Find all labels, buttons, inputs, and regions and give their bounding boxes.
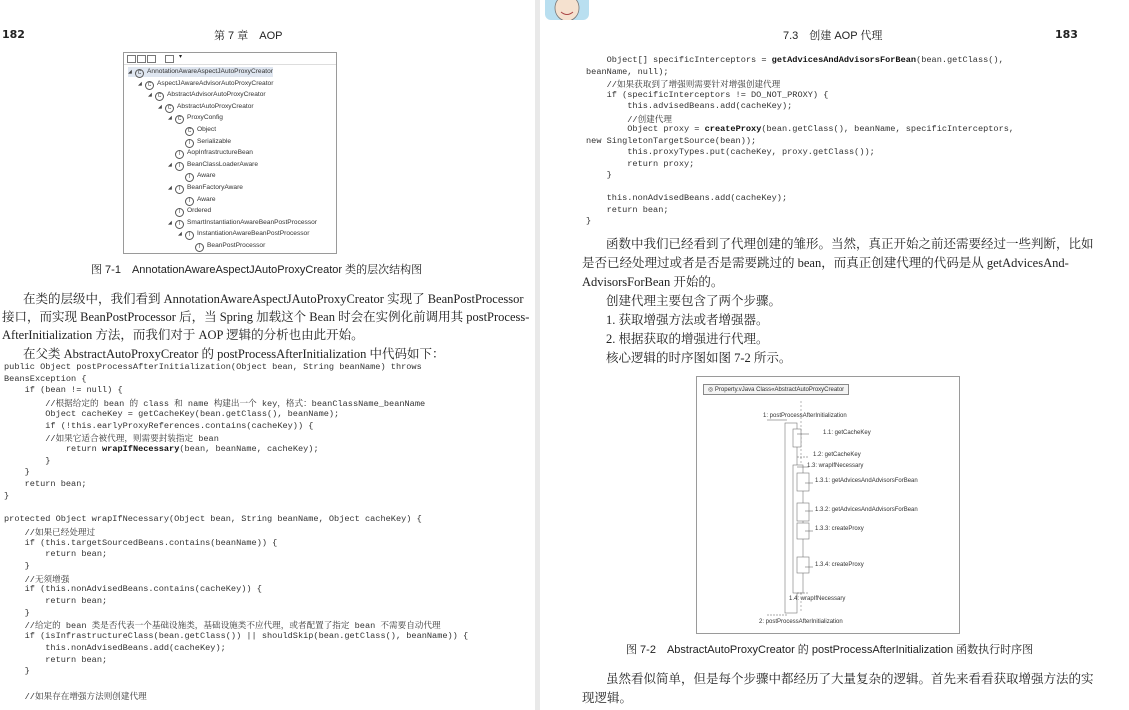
toolbar-icon [137,55,146,63]
tree-node[interactable] [168,113,223,123]
code-line: //如果存在增强方法则创建代理 [4,691,147,702]
page-number: 183 [1055,28,1078,41]
code-line: protected Object wrapIfNecessary(Object bean, String beanName, Object cacheKey) { [4,514,422,525]
collapse-arrow-icon[interactable]: ◢ [138,80,142,87]
class-icon: C [135,69,144,78]
message-label: 2: postProcessAfterInitialization [759,619,843,625]
code-line: if (specificInterceptors != DO_NOT_PROXY) { [586,89,829,100]
interface-icon: I [175,208,184,217]
interface-icon: I [175,220,184,229]
paragraph-line: AdvisorsForBean 开始的。 [582,275,724,289]
class-icon: C [165,104,174,113]
tree-node-label: Aware [197,195,216,203]
page-number: 182 [2,28,25,41]
toolbar-icon [147,55,156,63]
paragraph-line: AfterInitialization 方法，而我们对于 AOP 逻辑的分析也由此开始。 [2,328,364,342]
code-line: //如果获取到了增强则需要针对增强创建代理 [586,80,781,90]
collapse-arrow-icon[interactable]: ◢ [178,231,182,238]
tree-node-label: ProxyConfig [187,114,223,122]
code-line: if (isInfrastructureClass(bean.getClass()) || shouldSkip(bean.getClass(), beanName)) { [4,631,469,642]
figure-caption: 图 7-1 AnnotationAwareAspectJAutoProxyCreator 类的层次结构图 [91,264,423,276]
paragraph-line: 2. 根据获取的增强进行代理。 [606,332,769,346]
code-line: return wrapIfNecessary(bean, beanName, cacheKey); [4,443,319,454]
avatar [545,0,589,20]
running-head: 7.3 创建 AOP 代理 [783,30,883,42]
tree-node[interactable] [178,171,216,181]
code-line: return bean; [4,654,108,665]
tree-node[interactable] [178,125,216,135]
code-line: //根据给定的 bean 的 class 和 name 构建出一个 key，格式：beanClassName_beanName [4,399,426,410]
interface-icon: I [185,173,194,182]
code-line: Object cacheKey = getCacheKey(bean.getClass(), beanName); [4,408,340,419]
tree-node[interactable] [168,160,258,170]
interface-icon: I [175,150,184,159]
code-line: this.nonAdvisedBeans.add(cacheKey); [586,193,788,203]
figure-caption: 图 7-2 AbstractAutoProxyCreator 的 postProcessAfterInitialization 函数执行时序图 [626,644,1034,656]
dropdown-arrow-icon: ▾ [179,53,183,60]
paragraph-line: 在类的层级中，我们看到 AnnotationAwareAspectJAutoProxyCreator 实现了 BeanPostProcessor [23,292,524,306]
code-line: //给定的 bean 类是否代表一个基础设施类，基础设施类不应代理，或者配置了指定 bean 不需要自动代理 [4,621,441,632]
tree-node[interactable] [148,90,266,100]
toolbar-icon [127,55,136,63]
code-line: beanName, null); [586,66,669,77]
code-line: if (this.nonAdvisedBeans.contains(cacheKey)) { [4,584,262,595]
paragraph-line: 虽然看似简单，但是每个步骤中都经历了大量复杂的逻辑。首先来看看获取增强方法的实 [606,672,1094,686]
toolbar-icon [165,55,174,63]
tree-node-label: AnnotationAwareAspectJAutoProxyCreator [147,68,273,75]
tree-node[interactable] [168,148,253,158]
paragraph-line: 1. 获取增强方法或者增强器。 [606,313,769,327]
code-line: if (this.targetSourcedBeans.contains(beanName)) { [4,537,278,548]
interface-icon: I [175,162,184,171]
class-hierarchy-figure [123,52,337,254]
collapse-arrow-icon[interactable]: ◢ [148,92,152,99]
tree-node-label: BeanPostProcessor [207,242,266,249]
tree-node-label: Aware [197,172,216,180]
paragraph-line: 核心逻辑的时序图如图 7-2 所示。 [606,351,792,365]
code-line: } [4,607,30,618]
lifeline-header: ◎ Property.vJava Class«AbstractAutoProxyCreator [703,384,849,395]
tree-toolbar [124,53,336,65]
interface-icon: I [195,243,204,252]
collapse-arrow-icon[interactable]: ◢ [168,185,172,191]
message-label: 1.2: getCacheKey [813,452,861,458]
message-label: 1.1: getCacheKey [823,430,871,436]
paragraph-line: 创建代理主要包含了两个步骤。 [606,294,782,308]
class-icon: C [155,92,164,101]
interface-icon: I [185,139,194,148]
code-line: } [586,170,612,180]
tree-node-label: Serializable [197,137,232,145]
tree-node[interactable] [138,79,273,89]
code-line: } [4,455,51,466]
interface-icon: I [175,185,184,194]
message-label: 1.4: wrapIfNecessary [789,596,846,602]
code-line: Object[] specificInterceptors = getAdvicesAndAdvisorsForBean(bean.getClass(), [586,55,1004,65]
class-icon: C [185,127,194,136]
paragraph-line: 在父类 AbstractAutoProxyCreator 的 postProcessAfterInitialization 中代码如下： [23,347,445,361]
tree-node[interactable] [168,183,243,193]
avatar-face-icon [545,0,589,20]
collapse-arrow-icon[interactable]: ◢ [168,219,172,226]
code-line: //如果它适合被代理，则需要封装指定 bean [4,434,219,445]
paragraph-line: 函数中我们已经看到了代理创建的雏形。当然，真正开始之前还需要经过一些判断，比如 [606,237,1094,251]
code-line: } [4,666,30,677]
tree-node-label: BeanFactoryAware [187,184,243,191]
right-page [540,0,1129,710]
code-line: public Object postProcessAfterInitialization(Object bean, String beanName) throws [4,362,422,372]
tree-node-label: SmartInstantiationAwareBeanPostProcessor [187,218,317,226]
class-icon: C [145,81,154,90]
collapse-arrow-icon[interactable]: ◢ [128,69,132,75]
tree-node-label: AopInfrastructureBean [187,149,253,157]
class-icon: C [175,115,184,124]
tree-node[interactable] [178,195,216,205]
tree-node-label: AspectJAwareAdvisorAutoProxyCreator [157,79,274,87]
code-line: this.proxyTypes.put(cacheKey, proxy.getClass()); [586,147,875,157]
message-label: 1.3: wrapIfNecessary [807,463,864,469]
paragraph-line: 现逻辑。 [582,691,633,705]
code-line: } [4,467,30,478]
paragraph-line: 接口，而实现 BeanPostProcessor 后，当 Spring 加载这个 Bean 时会在实例化前调用其 postProcess- [2,310,530,324]
code-line: new SingletonTargetSource(bean)); [586,135,757,146]
message-label: 1: postProcessAfterInitialization [763,413,847,419]
code-line: return bean; [4,479,87,489]
code-line: return bean; [4,596,108,606]
code-line: Object proxy = createProxy(bean.getClass(), beanName, specificInterceptors, [586,124,1015,134]
tree-node-label: InstantiationAwareBeanPostProcessor [197,230,310,238]
tree-node[interactable] [158,102,254,112]
running-head: 第 7 章 AOP [214,30,283,42]
interface-icon: I [185,231,194,240]
code-line: } [586,216,592,226]
interface-icon: I [185,197,194,206]
message-label: 1.3.1: getAdvicesAndAdvisorsForBean [815,478,918,484]
message-label: 1.3.3: createProxy [815,526,864,532]
code-line: //创建代理 [586,114,672,125]
tree-node[interactable] [128,67,273,77]
collapse-arrow-icon[interactable]: ◢ [168,115,172,122]
collapse-arrow-icon[interactable]: ◢ [158,103,162,110]
tree-node-label: AbstractAutoProxyCreator [177,102,254,110]
tree-node-label: BeanClassLoaderAware [187,160,258,168]
tree-node[interactable] [178,137,231,147]
left-page [0,0,535,710]
paragraph-line: 是否已经处理过或者是否是需要跳过的 bean，而真正创建代理的代码是从 getAdvicesAnd- [582,256,1069,270]
code-line: this.advisedBeans.add(cacheKey); [586,101,793,111]
tree-node-label: Object [197,126,217,133]
tree-node[interactable] [168,218,317,228]
code-line: //如果已经处理过 [4,527,96,538]
code-line: } [4,560,30,571]
class-icon: ◎ [708,387,715,393]
tree-node-label: Ordered [187,207,212,215]
tree-node-label: AbstractAdvisorAutoProxyCreator [167,91,266,99]
code-line: if (bean != null) { [4,385,123,396]
code-line: BeansException { [4,373,87,384]
tree-node[interactable] [168,206,211,216]
tree-node[interactable] [188,241,265,251]
message-label: 1.3.4: createProxy [815,562,864,568]
sequence-diagram [696,376,960,634]
code-line: return bean; [586,204,669,215]
code-line: return proxy; [586,158,695,169]
tree-node[interactable] [178,229,309,239]
code-line: if (!this.earlyProxyReferences.contains(cacheKey)) { [4,420,314,431]
code-line: } [4,490,10,501]
message-label: 1.3.2: getAdvicesAndAdvisorsForBean [815,507,918,513]
code-line: //无须增强 [4,574,70,585]
code-line: this.nonAdvisedBeans.add(cacheKey); [4,642,226,653]
code-line: return bean; [4,549,108,560]
collapse-arrow-icon[interactable]: ◢ [168,161,172,168]
